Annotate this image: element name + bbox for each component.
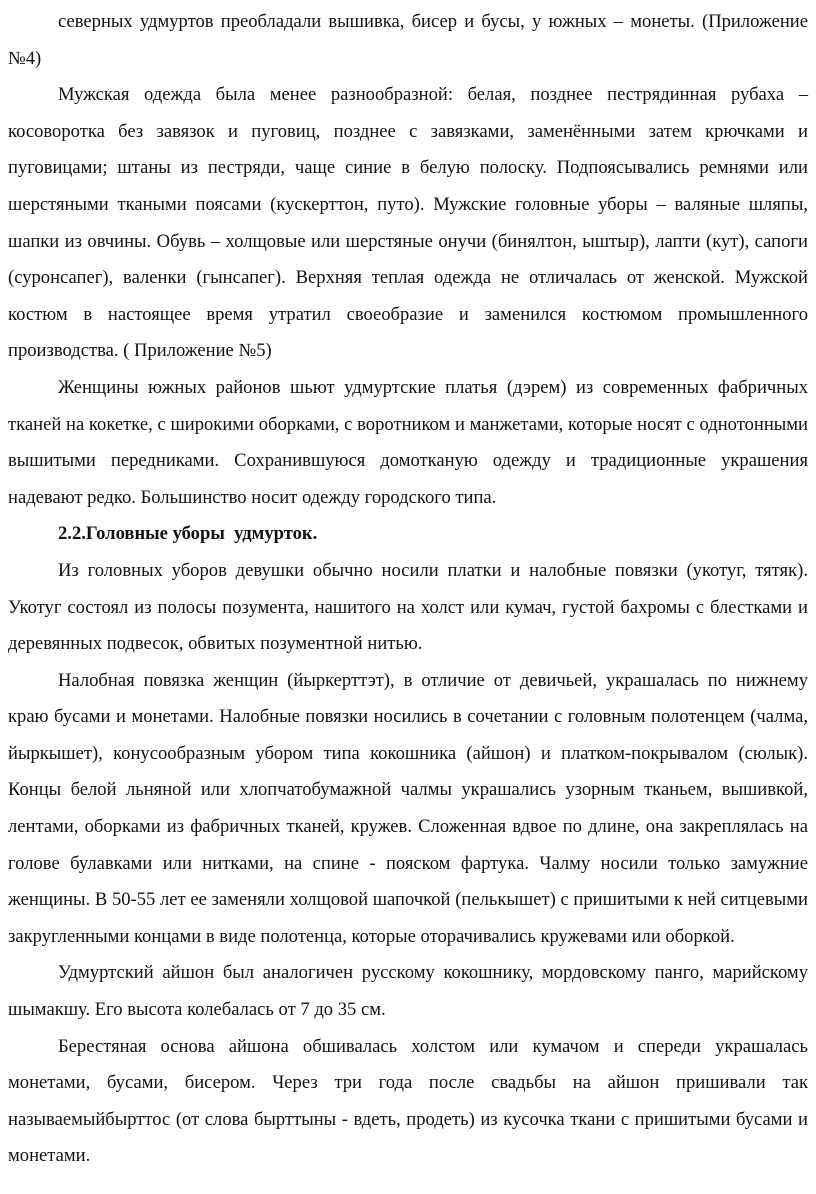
- paragraph-southern-women: Женщины южных районов шьют удмуртские платья (дэрем) из современных фабричных тканей на кокетке, с широкими оборками, с воротником и манжетами, которые носят с однотонными вышитыми передниками. Сохранившуюся домотканую одежду и традиционные украшения надевают редко. Большинство носит одежду городского типа.: [8, 376, 808, 508]
- paragraph-forehead-band: Налобная повязка женщин (йыркерттэт), в отличие от девичьей, украшалась по нижнему краю бусами и монетами. Налобные повязки носились в сочетании с головным полотенцем (чалма, йыркышет), конусообразным убором типа кокошника (айшон) и платком-покрывалом (сюлык). Концы белой льняной или хлопчатобумажной чалмы украшались узорным тканьем, вышивкой, лентами, оборками из фабричных тканей, кружев. Сложенная вдвое по длине, она закреплялась на голове булавками или нитками, на спине - пояском фартука. Чалму носили только замужние женщины. В 50-55 лет ее заменяли холщовой шапочкой (пелькышет) с пришитыми к ней ситцевыми закругленными концами в виде полотенца, которые оторачивались кружевами или оборкой.: [8, 669, 808, 947]
- paragraph-girls-headwear: Из головных уборов девушки обычно носили платки и налобные повязки (укотуг, тятяк). Укотуг состоял из полосы позумента, нашитого на холст или кумач, густой бахромы с блестками и деревянных подвесок, обвитых позументной нитью.: [8, 559, 808, 655]
- paragraph-continuation: северных удмуртов преобладали вышивка, бисер и бусы, у южных – монеты. (Приложение №4): [8, 11, 808, 69]
- paragraph-aishon: Удмуртский айшон был аналогичен русскому кокошнику, мордовскому панго, марийскому шымакшу. Его высота колебалась от 7 до 35 см.: [8, 962, 808, 1021]
- paragraph-mens-clothing: Мужская одежда была менее разнообразной: белая, позднее пестрядинная рубаха – косоворотка без завязок и пуговиц, позднее с завязками, заменёнными затем крючками и пуговицами; штаны из пестряди, чаще синие в белую полоску. Подпоясывались ремнями или шерстяными ткаными поясами (кускерттон, путо). Мужские головные уборы – валяные шляпы, шапки из овчины. Обувь – холщовые или шерстяные онучи (бинялтон, ыштыр), лапти (кут), сапоги (суронсапег), валенки (гынсапег). Верхняя теплая одежда не отличалась от женской. Мужской костюм в настоящее время утратил своеобразие и заменился костюмом промышленного производства. ( Приложение №5): [8, 84, 808, 362]
- paragraph-aishon-base: Берестяная основа айшона обшивалась холстом или кумачом и спереди украшалась монетами, бусами, бисером. Через три года после свадьбы на айшон пришивали так называемыйбырттос (от слова бырттыны - вдеть, продеть) из кусочка ткани с пришитыми бусами и монетами.: [8, 1035, 808, 1167]
- section-heading: 2.2.Головные уборы удмурток.: [58, 523, 318, 545]
